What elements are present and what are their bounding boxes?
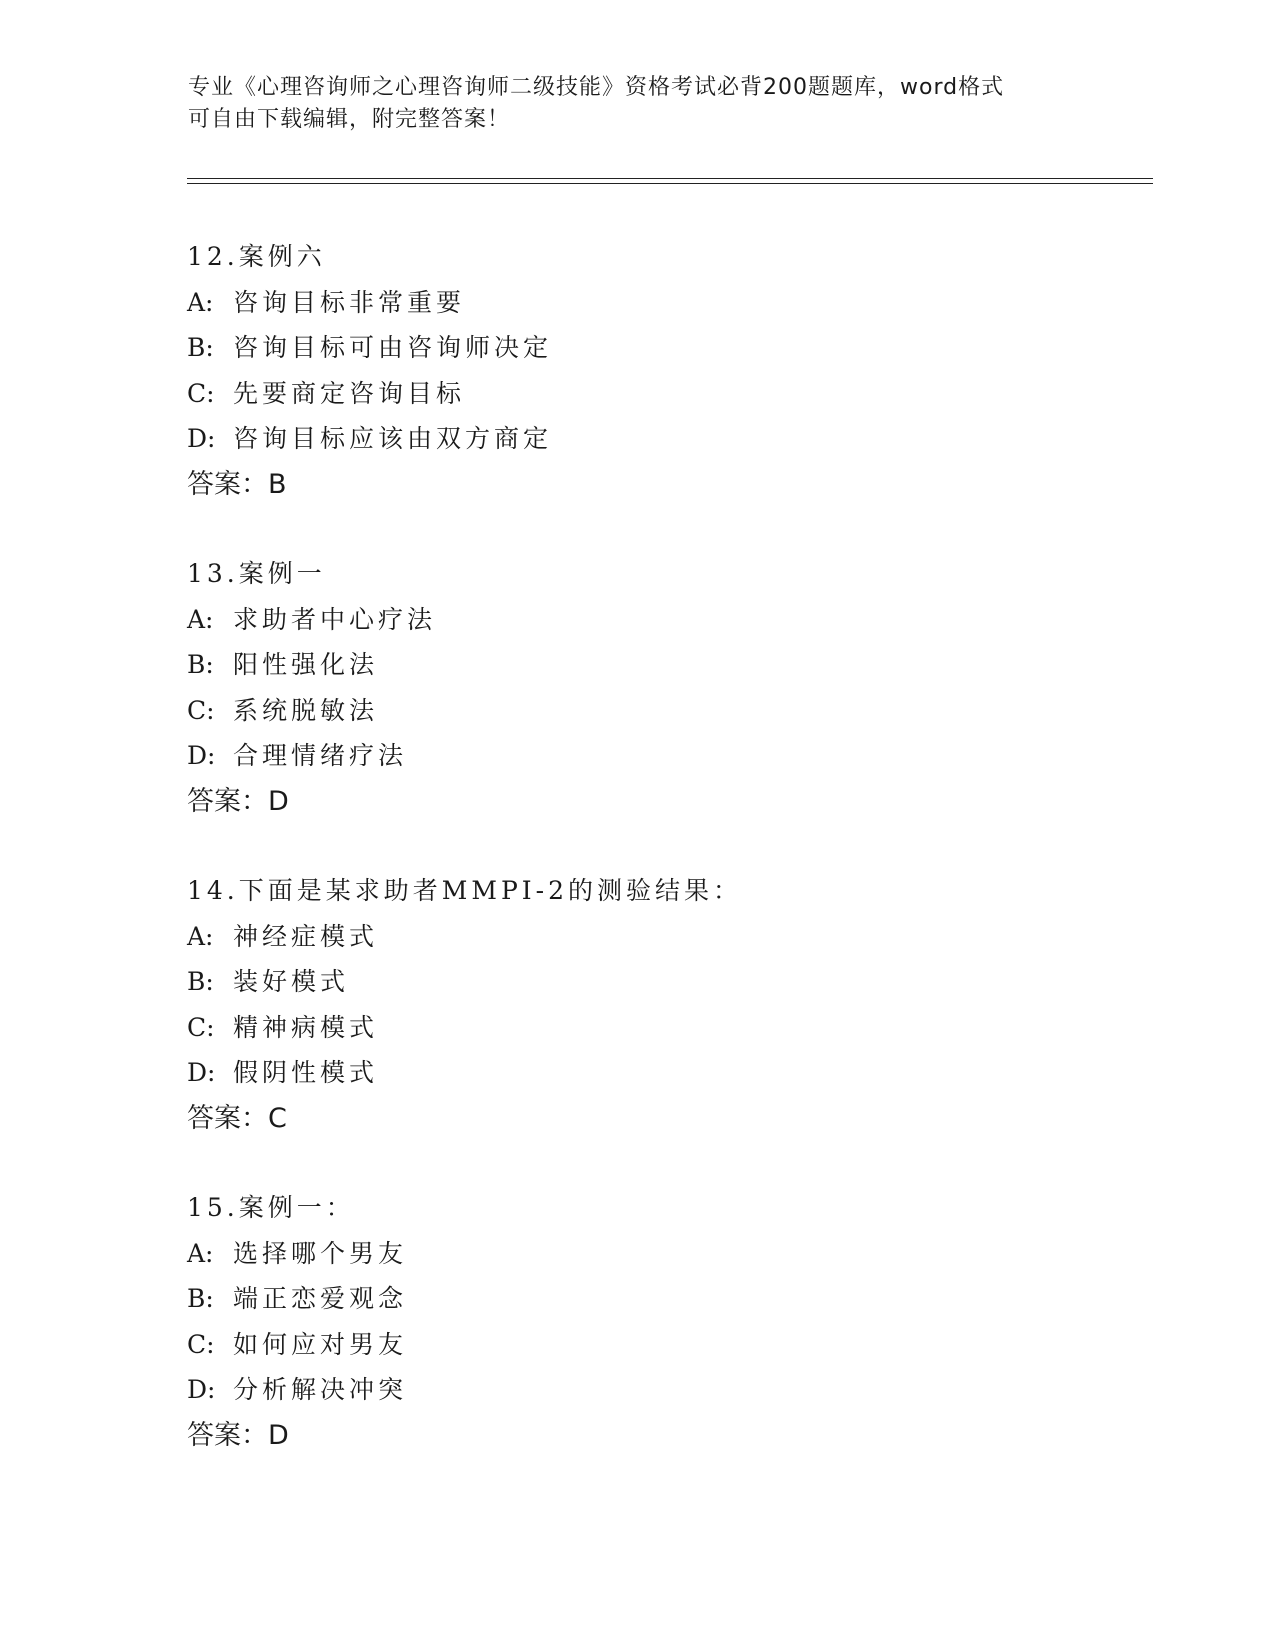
option-text: 咨询目标非常重要	[233, 287, 466, 317]
question-item	[187, 234, 1147, 507]
option-key: A:	[187, 287, 214, 317]
option-text: 分析解决冲突	[233, 1375, 408, 1404]
option-key: D:	[187, 1375, 216, 1404]
option-key: C:	[187, 695, 215, 725]
header-divider-bottom	[187, 183, 1153, 184]
header-line-2: 可自由下载编辑，附完整答案！	[188, 107, 511, 132]
option-key: C:	[187, 1329, 215, 1359]
option-text: 合理情绪疗法	[233, 741, 408, 770]
document-header	[188, 72, 1088, 136]
option-text: 先要商定咨询目标	[233, 378, 466, 408]
option-c	[187, 1005, 1147, 1051]
option-key: D:	[187, 424, 216, 453]
header-line-1: 专业《心理咨询师之心理咨询师二级技能》资格考试必背200题题库，word格式	[188, 75, 1005, 100]
option-key: D:	[187, 741, 216, 770]
option-text: 系统脱敏法	[233, 695, 379, 725]
header-divider-top	[187, 178, 1153, 179]
option-key: D:	[187, 1058, 216, 1087]
option-text: 阳性强化法	[233, 650, 379, 679]
question-title: 13.案例一	[187, 559, 326, 588]
answer-line: 答案：B	[187, 468, 287, 500]
question-title: 12.案例六	[187, 242, 326, 271]
answer-line: 答案：C	[187, 1102, 287, 1134]
option-text: 端正恋爱观念	[233, 1284, 408, 1313]
option-a	[187, 597, 1147, 643]
option-text: 咨询目标可由咨询师决定	[233, 333, 553, 362]
option-a	[187, 1231, 1147, 1277]
option-a	[187, 914, 1147, 960]
option-key: C:	[187, 378, 215, 408]
option-text: 装好模式	[233, 967, 350, 996]
option-key: A:	[187, 604, 214, 634]
answer-line: 答案：D	[187, 785, 289, 817]
question-item	[187, 551, 1147, 824]
question-title: 14.下面是某求助者MMPI-2的测验结果：	[187, 876, 743, 905]
option-key: B:	[187, 967, 214, 996]
option-key: B:	[187, 650, 214, 679]
option-d	[187, 733, 1147, 779]
option-b	[187, 1276, 1147, 1322]
question-list	[187, 234, 1147, 1502]
option-b	[187, 642, 1147, 688]
question-item	[187, 868, 1147, 1141]
option-text: 求助者中心疗法	[233, 604, 437, 634]
option-key: A:	[187, 921, 214, 951]
option-text: 假阴性模式	[233, 1058, 379, 1087]
option-b	[187, 959, 1147, 1005]
option-c	[187, 371, 1147, 417]
option-d	[187, 1050, 1147, 1096]
option-text: 选择哪个男友	[233, 1238, 408, 1268]
option-c	[187, 1322, 1147, 1368]
question-item	[187, 1185, 1147, 1458]
option-b	[187, 325, 1147, 371]
option-d	[187, 1367, 1147, 1413]
option-key: B:	[187, 1284, 214, 1313]
option-key: B:	[187, 333, 214, 362]
option-text: 神经症模式	[233, 921, 379, 951]
question-title: 15.案例一：	[187, 1193, 355, 1222]
option-d	[187, 416, 1147, 462]
option-a	[187, 280, 1147, 326]
option-text: 精神病模式	[233, 1012, 379, 1042]
option-text: 咨询目标应该由双方商定	[233, 424, 553, 453]
option-key: C:	[187, 1012, 215, 1042]
option-key: A:	[187, 1238, 214, 1268]
answer-line: 答案：D	[187, 1419, 289, 1451]
option-c	[187, 688, 1147, 734]
option-text: 如何应对男友	[233, 1329, 408, 1359]
